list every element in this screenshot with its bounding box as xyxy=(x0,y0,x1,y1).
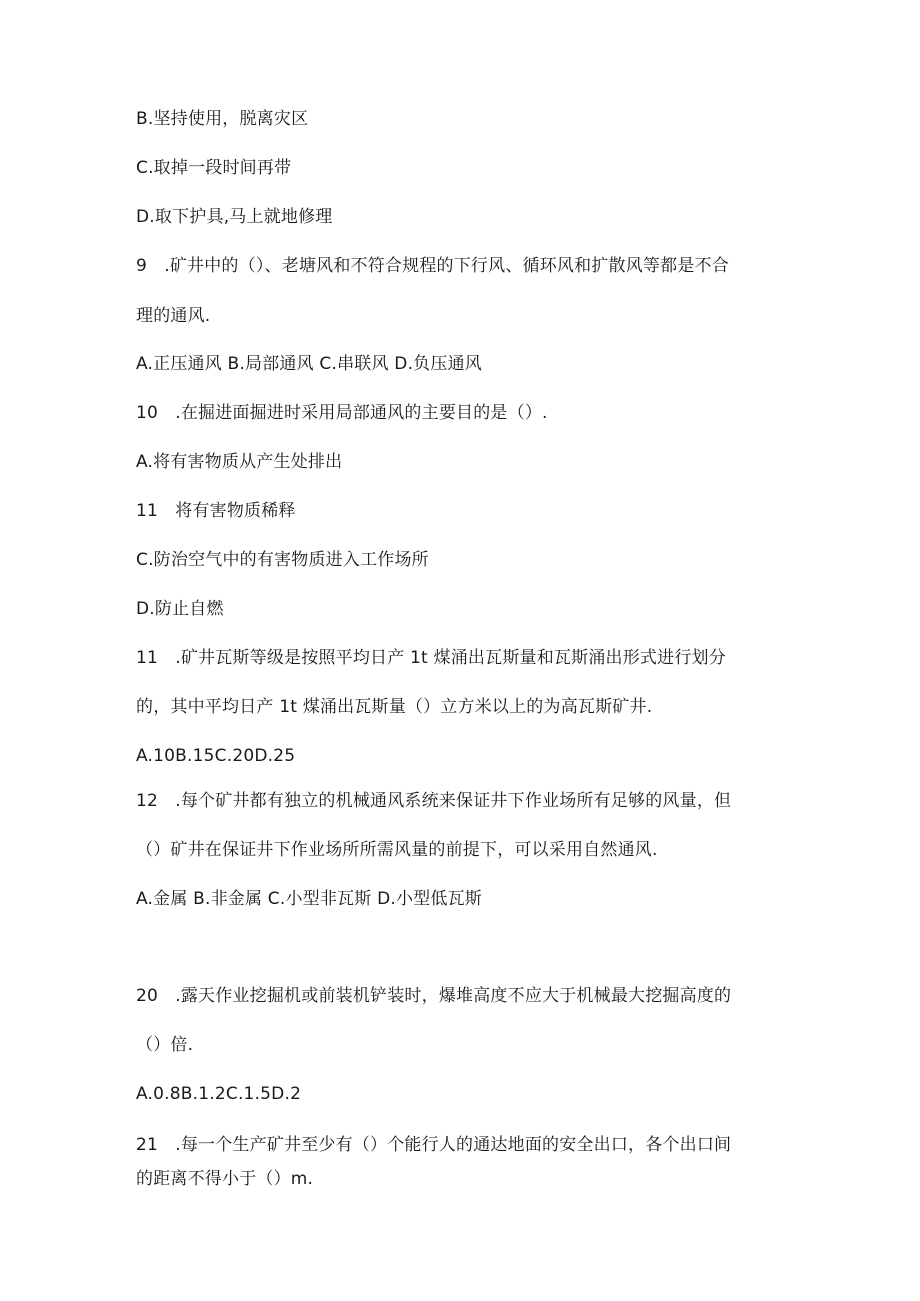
question-9-line-1: 9 .矿井中的（）、老塘风和不符合规程的下行风、循环风和扩散风等都是不合 xyxy=(136,256,729,276)
question-9-options: A.正压通风 B.局部通风 C.串联风 D.负压通风 xyxy=(136,354,482,374)
question-12-line-1: 12 .每个矿井都有独立的机械通风系统来保证井下作业场所有足够的风量，但 xyxy=(136,791,732,811)
question-20-line-1: 20 .露天作业挖掘机或前装机铲装时，爆堆高度不应大于机械最大挖掘高度的 xyxy=(136,986,732,1006)
question-10-option-a: A.将有害物质从产生处排出 xyxy=(136,452,343,472)
question-10-option-b: 11 将有害物质稀释 xyxy=(136,501,296,521)
option-c-line: C.取掉一段时间再带 xyxy=(136,158,292,178)
option-b-line: B.坚持使用，脱离灾区 xyxy=(136,109,309,129)
question-11-line-1: 11 .矿井瓦斯等级是按照平均日产 1t 煤涌出瓦斯量和瓦斯涌出形式进行划分 xyxy=(136,648,726,668)
question-12-options: A.金属 B.非金属 C.小型非瓦斯 D.小型低瓦斯 xyxy=(136,889,482,909)
question-11-line-2: 的，其中平均日产 1t 煤涌出瓦斯量（）立方米以上的为高瓦斯矿井. xyxy=(136,697,653,717)
question-20-options: A.0.8B.1.2C.1.5D.2 xyxy=(136,1084,302,1104)
question-10-option-c: C.防治空气中的有害物质进入工作场所 xyxy=(136,550,429,570)
question-9-line-2: 理的通风. xyxy=(136,306,211,326)
question-11-options: A.10B.15C.20D.25 xyxy=(136,746,296,766)
question-21-line-2: 的距离不得小于（）m. xyxy=(136,1169,314,1189)
option-d-line: D.取下护具,马上就地修理 xyxy=(136,207,333,227)
question-10-option-d: D.防止自燃 xyxy=(136,599,224,619)
question-21-line-1: 21 .每一个生产矿井至少有（）个能行人的通达地面的安全出口，各个出口间 xyxy=(136,1135,732,1155)
question-10-line: 10 .在掘进面掘进时采用局部通风的主要目的是（）. xyxy=(136,403,548,423)
question-20-line-2: （）倍. xyxy=(136,1035,194,1055)
question-12-line-2: （）矿井在保证井下作业场所所需风量的前提下，可以采用自然通风. xyxy=(136,840,658,860)
